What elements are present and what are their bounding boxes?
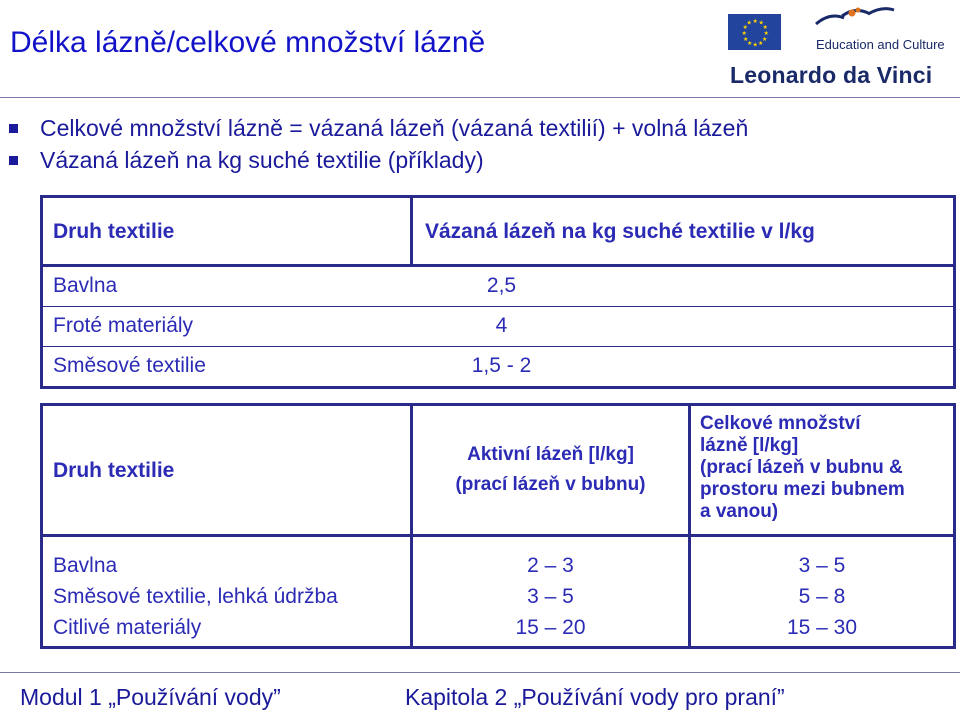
svg-text:★: ★ — [762, 36, 768, 43]
total-liquor-value: 5 – 8 — [798, 585, 846, 608]
svg-text:★: ★ — [762, 24, 768, 31]
fabric-names-column — [53, 550, 338, 643]
svg-text:★: ★ — [746, 19, 752, 27]
education-culture-label: Education and Culture — [816, 37, 945, 52]
header-line: a vanou) — [700, 501, 779, 522]
liquor-volume-table — [40, 403, 956, 649]
bound-liquor-value: 1,5 - 2 — [471, 354, 532, 377]
footer-chapter: Kapitola 2 „Používání vody pro praní” — [405, 684, 785, 710]
active-liquor-value: 2 – 3 — [527, 554, 574, 577]
table-header — [40, 195, 956, 267]
table-body — [40, 267, 956, 389]
header-line: (prací lázeň v bubnu) — [455, 474, 646, 495]
active-liquor-value: 3 – 5 — [527, 585, 574, 608]
bullet-text: Vázaná lázeň na kg suché textilie (příklady) — [40, 146, 484, 173]
fabric-name: Bavlna — [53, 274, 118, 297]
header-bound-liquor: Vázaná lázeň na kg suché textilie v l/kg — [425, 220, 815, 243]
education-culture-logo-icon — [812, 4, 896, 36]
bound-liquor-table — [40, 195, 956, 385]
svg-text:★: ★ — [747, 40, 753, 47]
header-line: Celkové množství — [700, 413, 861, 434]
svg-text:★: ★ — [752, 18, 758, 25]
fabric-name: Bavlna — [53, 554, 118, 577]
header-fabric-type: Druh textilie — [53, 459, 175, 482]
fabric-name: Směsové textilie — [53, 354, 206, 377]
header-fabric-type: Druh textilie — [53, 220, 175, 243]
header-total-liquor — [700, 413, 905, 523]
header-line: (prací lázeň v bubnu & — [700, 457, 903, 478]
header-active-liquor — [413, 444, 688, 496]
bound-liquor-value: 2,5 — [486, 274, 517, 297]
header-line: prostoru mezi bubnem — [700, 479, 905, 500]
svg-text:★: ★ — [752, 41, 758, 49]
bound-liquor-value: 4 — [495, 314, 508, 337]
header-divider — [0, 97, 960, 98]
footer-divider — [0, 672, 960, 673]
header-divider-line — [43, 534, 953, 537]
total-liquor-column — [691, 550, 953, 643]
column-divider — [410, 198, 413, 264]
leonardo-da-vinci-label: Leonardo da Vinci — [730, 62, 933, 88]
svg-text:★: ★ — [743, 36, 749, 43]
bullet-list — [6, 112, 748, 176]
header-line: Aktivní lázeň [l/kg] — [467, 444, 634, 465]
table-row — [43, 267, 953, 306]
square-bullet-icon — [9, 156, 18, 165]
svg-text:★: ★ — [742, 24, 748, 31]
table-row — [43, 306, 953, 346]
fabric-name: Směsové textilie, lehká údržba — [53, 585, 338, 608]
active-liquor-column — [413, 550, 688, 643]
footer-module: Modul 1 „Používání vody” — [20, 684, 281, 710]
active-liquor-value: 15 – 20 — [515, 616, 586, 639]
total-liquor-value: 3 – 5 — [798, 554, 846, 577]
bullet-text: Celkové množství lázně = vázaná lázeň (vázaná textilií) + volná lázeň — [40, 114, 749, 141]
bullet-item — [6, 144, 748, 176]
svg-text:★: ★ — [741, 30, 747, 37]
slide-title: Délka lázně/celkové množství lázně — [10, 26, 486, 59]
total-liquor-value: 15 – 30 — [786, 616, 858, 639]
bullet-item — [6, 112, 748, 144]
fabric-name: Froté materiály — [53, 314, 194, 337]
header-line: lázně [l/kg] — [700, 435, 799, 456]
table-row — [43, 346, 953, 386]
fabric-name: Citlivé materiály — [53, 616, 202, 639]
svg-text:★: ★ — [763, 30, 769, 37]
eu-flag-icon — [728, 14, 781, 50]
svg-text:★: ★ — [758, 40, 764, 47]
svg-text:★: ★ — [758, 19, 764, 27]
square-bullet-icon — [9, 124, 18, 133]
